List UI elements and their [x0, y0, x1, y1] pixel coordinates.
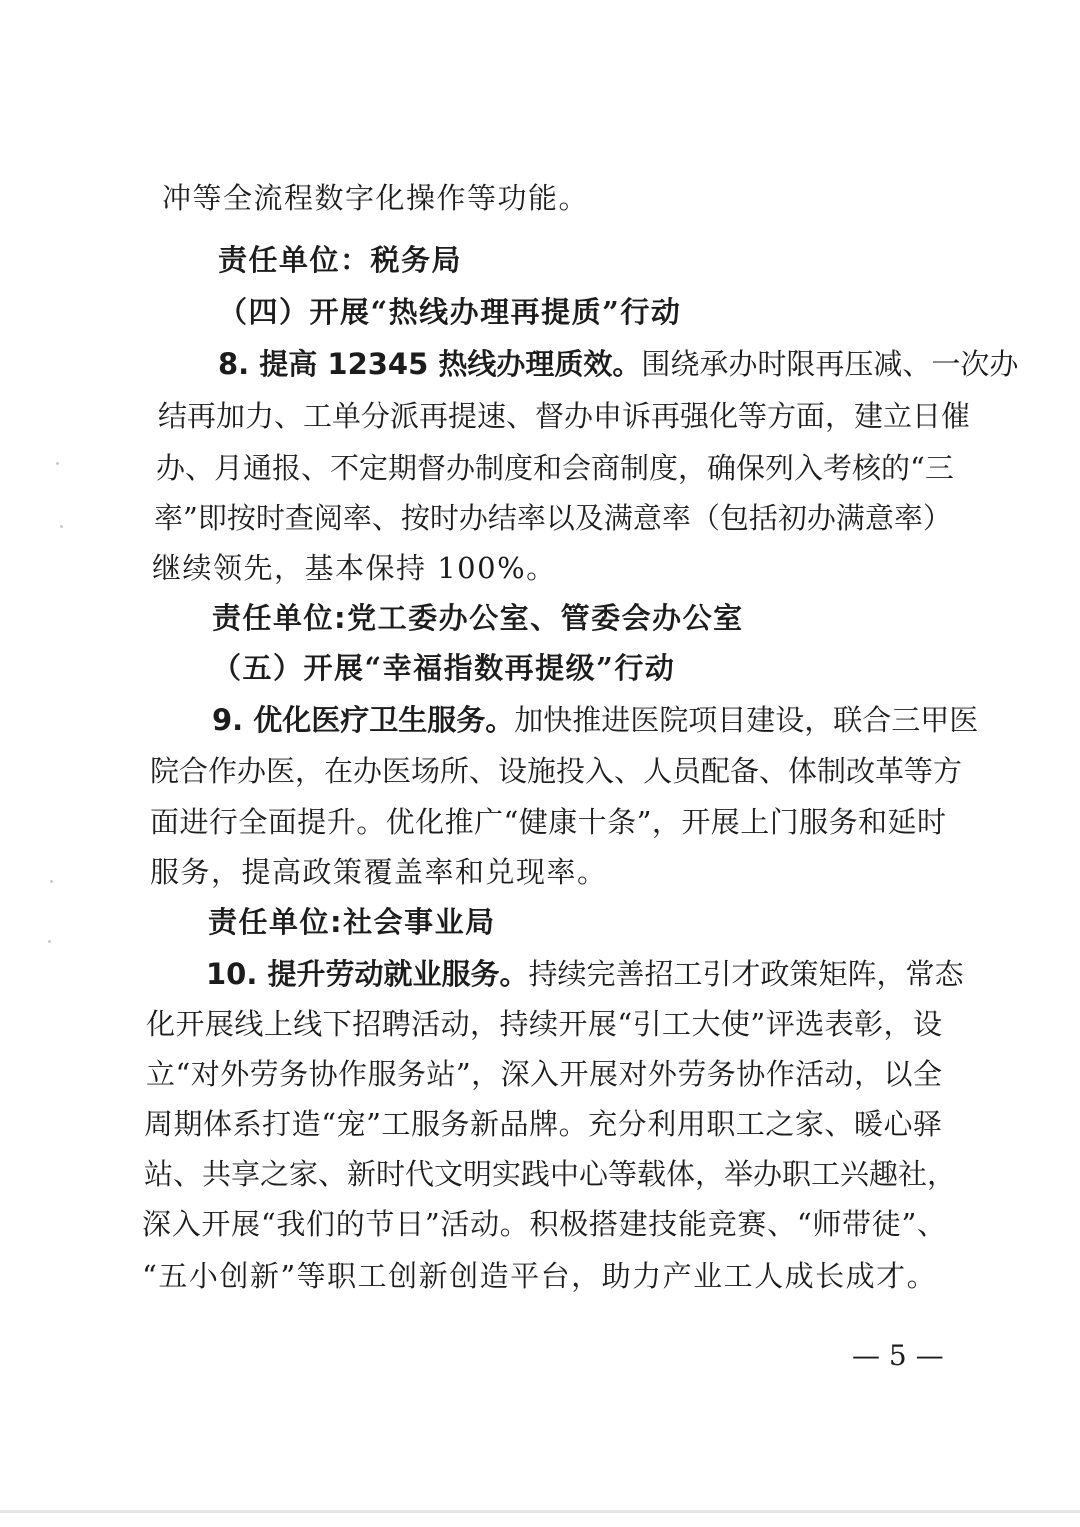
responsible-unit-value: 党工委办公室、管委会办公室 — [347, 601, 744, 635]
line-text: 化开展线上线下招聘活动，持续开展“引工大使”评选表彰，设 — [146, 1007, 942, 1041]
text-line — [146, 1006, 942, 1042]
responsible-unit-value: 税务局 — [370, 243, 463, 277]
line-text: “五小创新”等职工创新创造平台，助力产业工人成长成才。 — [142, 1259, 938, 1293]
scan-speck — [48, 940, 51, 943]
line-text: 围绕承办时限再压减、一次办 — [641, 347, 1019, 381]
text-line — [150, 854, 950, 890]
text-line — [212, 702, 979, 738]
text-line — [146, 1056, 942, 1092]
item-title: 9. 优化医疗卫生服务。 — [212, 703, 515, 737]
text-line — [142, 1206, 946, 1242]
responsible-unit-value: 社会事业局 — [343, 905, 496, 939]
line-text: 院合作办医，在办医场所、设施投入、人员配备、体制改革等方 — [150, 754, 963, 788]
line-text: 深入开展“我们的节日”活动。积极搭建技能竞赛、“师带徒”、 — [142, 1207, 946, 1241]
responsible-unit-label: 责任单位: — [208, 905, 344, 939]
line-text: 结再加力、工单分派再提速、督办申诉再强化等方面，建立日催 — [158, 399, 971, 433]
section-heading — [218, 294, 1018, 330]
text-line — [150, 753, 963, 789]
item-title: 10. 提升劳动就业服务。 — [206, 957, 529, 991]
section-heading — [212, 650, 1012, 686]
line-text: 加快推进医院项目建设，联合三甲医 — [514, 703, 979, 737]
scan-bottom-edge — [0, 1510, 1080, 1513]
line-text: 面进行全面提升。优化推广“健康十条”，开展上门服务和延时 — [150, 805, 946, 839]
responsible-unit-line — [218, 242, 1018, 278]
line-text: 持续完善招工引才政策矩阵，常态 — [528, 957, 964, 991]
line-text: 继续领先，基本保持 100%。 — [152, 551, 557, 585]
text-line — [144, 1106, 942, 1142]
text-line — [218, 346, 1019, 382]
text-line — [162, 180, 962, 216]
text-line — [154, 500, 950, 536]
text-line — [150, 804, 946, 840]
line-text: 办、月通报、不定期督办制度和会商制度，确保列入考核的“三 — [156, 451, 954, 485]
text-line — [142, 1258, 942, 1294]
responsible-unit-line — [208, 904, 1008, 940]
line-text: 冲等全流程数字化操作等功能。 — [162, 181, 590, 215]
text-line — [158, 398, 971, 434]
responsible-unit-line — [212, 600, 1012, 636]
scan-speck — [56, 462, 59, 465]
scan-speck — [60, 525, 63, 528]
scan-speck — [50, 880, 53, 883]
line-text: 立“对外劳务协作服务站”，深入开展对外劳务协作活动，以全 — [146, 1057, 942, 1091]
responsible-unit-label: 责任单位: — [212, 601, 348, 635]
line-text: 率”即按时查阅率、按时办结率以及满意率（包括初办满意率） — [154, 501, 952, 535]
line-text: 站、共享之家、新时代文明实践中心等载体，举办职工兴趣社， — [144, 1157, 957, 1191]
responsible-unit-label: 责任单位： — [218, 243, 371, 277]
text-line — [156, 450, 954, 486]
page-number: — 5 — — [852, 1339, 944, 1372]
line-text: 周期体系打造“宠”工服务新品牌。充分利用职工之家、暖心驿 — [144, 1107, 942, 1141]
section-heading-text: （四）开展“热线办理再提质”行动 — [218, 295, 682, 329]
text-line — [206, 956, 964, 992]
item-title: 8. 提高 12345 热线办理质效。 — [218, 347, 642, 381]
text-line — [152, 550, 952, 586]
text-line — [144, 1156, 957, 1192]
section-heading-text: （五）开展“幸福指数再提级”行动 — [212, 651, 676, 685]
line-text: 服务，提高政策覆盖率和兑现率。 — [150, 855, 608, 889]
